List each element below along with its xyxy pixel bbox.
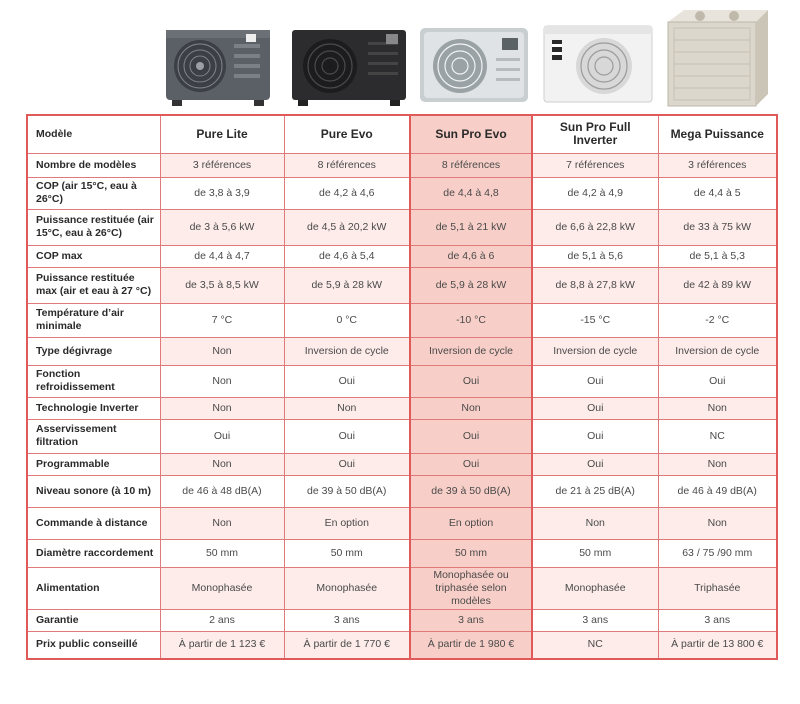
value-cell: Non [160,507,284,539]
value-cell: Oui [410,453,532,475]
value-cell: de 5,9 à 28 kW [410,267,532,303]
value-cell: de 4,6 à 6 [410,245,532,267]
row-label: Fonction refroidissement [27,365,160,397]
value-cell: Oui [410,419,532,453]
table-row [27,365,777,397]
row-label: Programmable [27,453,160,475]
value-cell: de 33 à 75 kW [658,209,777,245]
value-cell: Non [658,397,777,419]
row-label: Prix public conseillé [27,631,160,659]
table-row [27,267,777,303]
value-cell: de 4,5 à 20,2 kW [284,209,410,245]
value-cell: de 4,2 à 4,6 [284,177,410,209]
model-header: Mega Puissance [658,115,777,153]
table-row [27,567,777,609]
row-label: Niveau sonore (à 10 m) [27,475,160,507]
value-cell: Monophasée ou triphasée selon modèles [410,567,532,609]
value-cell: de 21 à 25 dB(A) [532,475,658,507]
value-cell: Non [410,397,532,419]
value-cell: 3 références [160,153,284,177]
row-label: Asservissement filtration [27,419,160,453]
value-cell: de 5,1 à 5,3 [658,245,777,267]
header-label: Modèle [27,115,160,153]
value-cell: Oui [160,419,284,453]
value-cell: Non [658,507,777,539]
value-cell: Non [160,337,284,365]
row-label: Garantie [27,609,160,631]
table-row [27,177,777,209]
value-cell: -15 °C [532,303,658,337]
value-cell: En option [284,507,410,539]
value-cell: Oui [284,453,410,475]
row-label: Diamètre raccordement [27,539,160,567]
value-cell: Non [160,397,284,419]
value-cell: 7 °C [160,303,284,337]
value-cell: Oui [284,365,410,397]
table-row [27,475,777,507]
value-cell: Oui [532,365,658,397]
value-cell: Oui [658,365,777,397]
value-cell: Triphasée [658,567,777,609]
value-cell: Non [532,507,658,539]
value-cell: NC [658,419,777,453]
row-label: Technologie Inverter [27,397,160,419]
value-cell: 3 ans [532,609,658,631]
value-cell: 3 ans [284,609,410,631]
value-cell: Monophasée [284,567,410,609]
value-cell: de 8,8 à 27,8 kW [532,267,658,303]
value-cell: À partir de 1 770 € [284,631,410,659]
value-cell: 50 mm [532,539,658,567]
value-cell: 50 mm [284,539,410,567]
value-cell: de 4,2 à 4,9 [532,177,658,209]
row-label: Nombre de modèles [27,153,160,177]
mega-puissance-heat-pump-image [660,6,772,110]
value-cell: de 4,4 à 4,8 [410,177,532,209]
table-row [27,303,777,337]
value-cell: 2 ans [160,609,284,631]
table-row [27,397,777,419]
table-row [27,539,777,567]
row-label: COP (air 15°C, eau à 26°C) [27,177,160,209]
value-cell: 0 °C [284,303,410,337]
value-cell: de 46 à 48 dB(A) [160,475,284,507]
value-cell: Oui [284,419,410,453]
value-cell: de 42 à 89 kW [658,267,777,303]
value-cell: Inversion de cycle [284,337,410,365]
table-row [27,419,777,453]
table-row [27,609,777,631]
sun-pro-evo-heat-pump-image [416,8,532,108]
model-header: Sun Pro Evo [410,115,532,153]
value-cell: Monophasée [160,567,284,609]
value-cell: À partir de 13 800 € [658,631,777,659]
value-cell: de 39 à 50 dB(A) [410,475,532,507]
value-cell: 8 références [284,153,410,177]
row-label: Commande à distance [27,507,160,539]
value-cell: de 4,4 à 4,7 [160,245,284,267]
value-cell: de 6,6 à 22,8 kW [532,209,658,245]
value-cell: Inversion de cycle [410,337,532,365]
model-header: Sun Pro Full Inverter [532,115,658,153]
model-header: Pure Lite [160,115,284,153]
value-cell: Inversion de cycle [532,337,658,365]
comparison-table [26,114,778,660]
table-row [27,453,777,475]
value-cell: NC [532,631,658,659]
row-label: Type dégivrage [27,337,160,365]
value-cell: Oui [532,453,658,475]
value-cell: -2 °C [658,303,777,337]
value-cell: de 4,6 à 5,4 [284,245,410,267]
value-cell: de 4,4 à 5 [658,177,777,209]
value-cell: -10 °C [410,303,532,337]
value-cell: Monophasée [532,567,658,609]
row-label: COP max [27,245,160,267]
row-label: Alimentation [27,567,160,609]
value-cell: 3 ans [410,609,532,631]
value-cell: Oui [410,365,532,397]
value-cell: À partir de 1 123 € [160,631,284,659]
value-cell: de 5,1 à 5,6 [532,245,658,267]
table-row [27,631,777,659]
table-row [27,245,777,267]
value-cell: de 5,1 à 21 kW [410,209,532,245]
value-cell: En option [410,507,532,539]
value-cell: 63 / 75 /90 mm [658,539,777,567]
row-label: Puissance restituée max (air et eau à 27 °C) [27,267,160,303]
value-cell: 3 références [658,153,777,177]
value-cell: 50 mm [410,539,532,567]
table-row [27,209,777,245]
value-cell: Non [658,453,777,475]
value-cell: de 39 à 50 dB(A) [284,475,410,507]
value-cell: À partir de 1 980 € [410,631,532,659]
row-label: Température d’air minimale [27,303,160,337]
value-cell: Inversion de cycle [658,337,777,365]
table-row [27,507,777,539]
value-cell: 7 références [532,153,658,177]
sun-pro-full-inverter-heat-pump-image [540,8,656,108]
value-cell: Oui [532,397,658,419]
value-cell: 50 mm [160,539,284,567]
table-row [27,153,777,177]
value-cell: 8 références [410,153,532,177]
value-cell: de 46 à 49 dB(A) [658,475,777,507]
value-cell: de 5,9 à 28 kW [284,267,410,303]
table-row [27,337,777,365]
value-cell: de 3,8 à 3,9 [160,177,284,209]
value-cell: Oui [532,419,658,453]
row-label: Puissance restituée (air 15°C, eau à 26°C) [27,209,160,245]
pure-lite-heat-pump-image [162,8,274,108]
value-cell: de 3,5 à 8,5 kW [160,267,284,303]
model-header: Pure Evo [284,115,410,153]
value-cell: Non [284,397,410,419]
value-cell: de 3 à 5,6 kW [160,209,284,245]
value-cell: Non [160,365,284,397]
value-cell: 3 ans [658,609,777,631]
header-row [27,115,777,153]
value-cell: Non [160,453,284,475]
pure-evo-heat-pump-image [288,8,410,108]
